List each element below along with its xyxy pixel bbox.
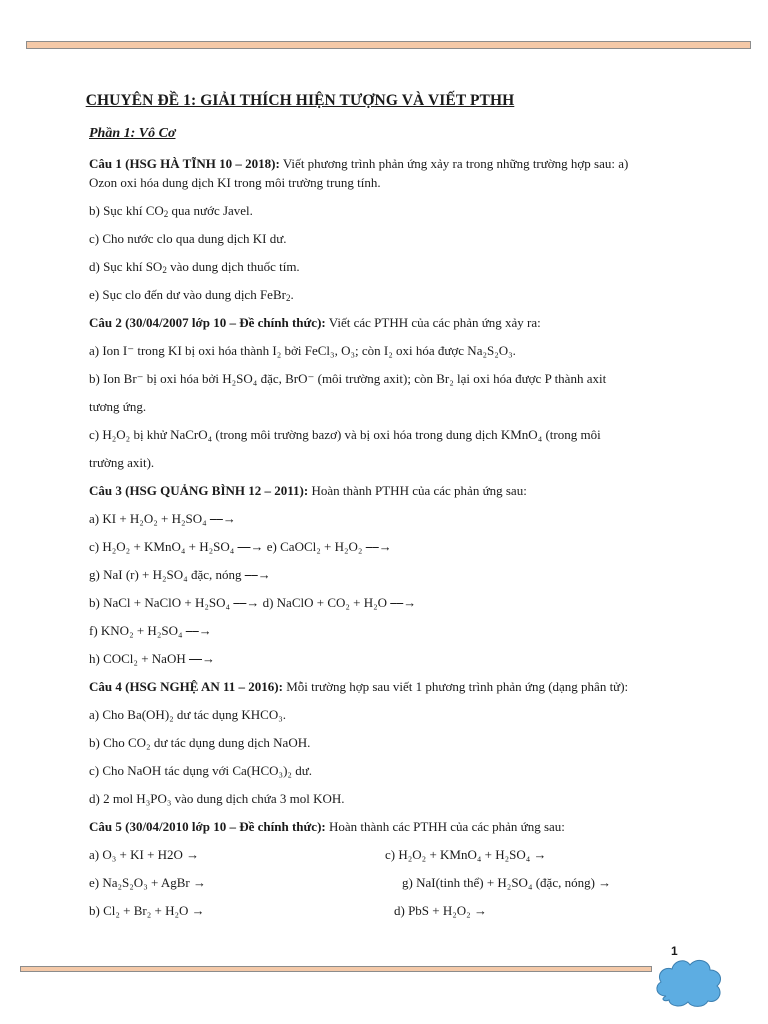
item-text: b) Sục khí CO xyxy=(89,203,164,218)
cloud-icon xyxy=(652,952,726,1010)
question-1-item-e xyxy=(89,287,294,303)
question-5-line-1 xyxy=(89,819,565,835)
question-5-heading: Câu 5 (30/04/2010 lớp 10 – Đề chính thức): xyxy=(89,819,326,834)
header-rule xyxy=(26,41,751,49)
question-3-item-b: b) NaCl + NaClO + H₂SO₄ ⎯⎯→ d) NaClO + CO₂ + H₂O ⎯⎯→ xyxy=(89,595,417,610)
question-4-item-b: b) Cho CO₂ dư tác dụng dung dịch NaOH. xyxy=(89,735,311,750)
question-5-item-e: e) Na₂S₂O₃ + AgBr → xyxy=(89,875,206,890)
question-3-item-a: a) KI + H₂O₂ + H₂SO₄ ⎯⎯→ xyxy=(89,511,236,526)
question-2-item-b: b) Ion Br⁻ bị oxi hóa bởi H₂SO₄ đặc, BrO⁻ (môi trường axit); còn Br₂ lại oxi hóa được P thành axit xyxy=(89,371,607,386)
question-3-item-g: g) NaI (r) + H₂SO₄ đặc, nóng ⎯⎯→ xyxy=(89,567,271,582)
question-2-item-b-cont: tương ứng. xyxy=(89,399,147,414)
question-5-item-c: c) H₂O₂ + KMnO₄ + H₂SO₄ → xyxy=(385,847,547,862)
item-text: . xyxy=(290,287,294,302)
question-5-text: Hoàn thành các PTHH của các phản ứng sau: xyxy=(325,819,565,834)
section-heading: Phần 1: Vô Cơ xyxy=(89,126,176,141)
question-4-item-c: c) Cho NaOH tác dụng với Ca(HCO₃)₂ dư. xyxy=(89,763,312,778)
question-2-line-1 xyxy=(89,315,541,331)
question-4-line-1 xyxy=(89,679,628,695)
footer-rule xyxy=(20,966,652,972)
question-5-item-a: a) O₃ + KI + H2O → xyxy=(89,847,200,862)
question-2-heading: Câu 2 (30/04/2007 lớp 10 – Đề chính thức): xyxy=(89,315,326,330)
question-1-item-c: c) Cho nước clo qua dung dịch KI dư. xyxy=(89,231,287,246)
question-5-item-g: g) NaI(tinh thể) + H₂SO₄ (đặc, nóng) → xyxy=(402,875,612,890)
question-4-item-a: a) Cho Ba(OH)₂ dư tác dụng KHCO₃. xyxy=(89,707,286,722)
question-3-heading: Câu 3 (HSG QUẢNG BÌNH 12 – 2011): xyxy=(89,483,309,498)
subscript: 2 xyxy=(162,265,167,275)
question-3-item-f: f) KNO₂ + H₂SO₄ ⎯⎯→ xyxy=(89,623,212,638)
page-number: 1 xyxy=(671,944,678,958)
question-2-item-c: c) H₂O₂ bị khử NaCrO₄ (trong môi trường bazơ) và bị oxi hóa trong dung dịch KMnO₄ (trong môi xyxy=(89,427,601,442)
question-3-item-h: h) COCl₂ + NaOH ⎯⎯→ xyxy=(89,651,215,666)
subscript: 2 xyxy=(163,209,169,219)
question-1-heading: Câu 1 (HSG HÀ TĨNH 10 – 2018): xyxy=(89,156,280,171)
question-1-line-1 xyxy=(89,156,628,172)
item-text: qua nước Javel. xyxy=(168,203,253,218)
item-text: e) Sục clo đến dư vào dung dịch FeBr xyxy=(89,287,286,302)
question-2-item-c-cont: trường axit). xyxy=(89,455,155,470)
question-1-item-b xyxy=(89,203,253,219)
question-1-item-d xyxy=(89,259,300,275)
question-5-item-b: b) Cl₂ + Br₂ + H₂O → xyxy=(89,903,205,918)
question-3-item-c: c) H₂O₂ + KMnO₄ + H₂SO₄ ⎯⎯→ e) CaOCl₂ + H₂O₂ ⎯⎯→ xyxy=(89,539,392,554)
question-4-heading: Câu 4 (HSG NGHỆ AN 11 – 2016): xyxy=(89,679,283,694)
question-2-text: Viết các PTHH của các phản ứng xảy ra: xyxy=(325,315,541,330)
item-text: vào dung dịch thuốc tím. xyxy=(166,259,300,274)
item-text: d) Sục khí SO xyxy=(89,259,163,274)
question-1-line-2: Ozon oxi hóa dung dịch KI trong môi trường trung tính. xyxy=(89,175,381,190)
question-3-text: Hoàn thành PTHH của các phản ứng sau: xyxy=(308,483,527,498)
question-3-line-1 xyxy=(89,483,527,499)
question-2-item-a: a) Ion I⁻ trong KI bị oxi hóa thành I₂ bởi FeCl₃, O₃; còn I₂ oxi hóa được Na₂S₂O₃. xyxy=(89,343,516,358)
question-4-text: Mỗi trường hợp sau viết 1 phương trình phản ứng (dạng phân tử): xyxy=(282,679,629,694)
page-title: CHUYÊN ĐỀ 1: GIẢI THÍCH HIỆN TƯỢNG VÀ VIẾT PTHH xyxy=(85,92,515,109)
subscript: 2 xyxy=(285,293,291,303)
question-5-item-d: d) PbS + H₂O₂ → xyxy=(394,903,487,918)
question-4-item-d: d) 2 mol H₃PO₃ vào dung dịch chứa 3 mol KOH. xyxy=(89,791,345,806)
question-1-text: Viết phương trình phản ứng xảy ra trong những trường hợp sau: a) xyxy=(279,156,629,171)
